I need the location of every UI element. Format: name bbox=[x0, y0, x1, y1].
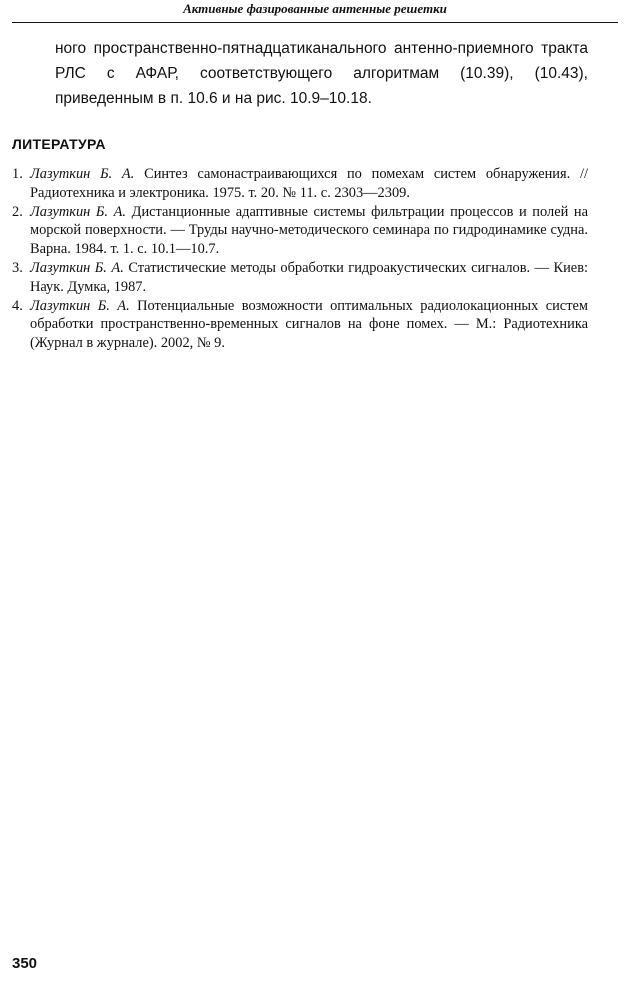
reference-text: Статистические методы обработки гидроакустических сигналов. — Киев: Наук. Думка, 1987. bbox=[30, 259, 588, 295]
reference-item bbox=[12, 297, 588, 353]
reference-item bbox=[12, 259, 588, 296]
reference-item bbox=[12, 165, 588, 202]
reference-text: Дистанционные адаптивные системы фильтрации процессов и полей на морской поверхности. — Труды научно-методического семинара по гидродинамике судна. Варна. 1984. т. 1. с. 10.1—10.7. bbox=[30, 203, 588, 257]
reference-author: Лазуткин Б. А. bbox=[30, 259, 124, 276]
reference-number: 3. bbox=[12, 259, 23, 276]
intro-text: ного пространственно-пятнадцатиканального антенно-приемного тракта РЛС с АФАР, соответствующего алгоритмам (10.39), (10.43), приведенным в п. 10.6 и на рис. 10.9–10.18. bbox=[55, 40, 588, 107]
reference-author: Лазуткин Б. А. bbox=[30, 166, 135, 182]
running-head-title: Активные фазированные антенные решетки bbox=[183, 1, 447, 16]
reference-number: 2. bbox=[12, 203, 23, 220]
reference-author: Лазуткин Б. А. bbox=[30, 203, 127, 220]
intro-paragraph bbox=[55, 36, 588, 111]
reference-number: 1. bbox=[12, 166, 23, 182]
reference-item bbox=[12, 203, 588, 259]
page-number: 350 bbox=[12, 955, 38, 972]
reference-number: 4. bbox=[12, 297, 23, 314]
running-head bbox=[12, 0, 618, 23]
references-list bbox=[12, 165, 588, 353]
references-heading: ЛИТЕРАТУРА bbox=[12, 136, 106, 152]
reference-text: Синтез самонастраивающихся по помехам систем обнаружения. //Радиотехника и электроника. 1975. т. 20. № 11. с. 2303—2309. bbox=[30, 166, 588, 201]
reference-text: Потенциальные возможности оптимальных радиолокационных систем обработки пространственно-временных сигналов на фоне помех. — М.: Радиотехника (Журнал в журнале). 2002, № 9. bbox=[30, 297, 588, 351]
reference-author: Лазуткин Б. А. bbox=[30, 297, 130, 314]
